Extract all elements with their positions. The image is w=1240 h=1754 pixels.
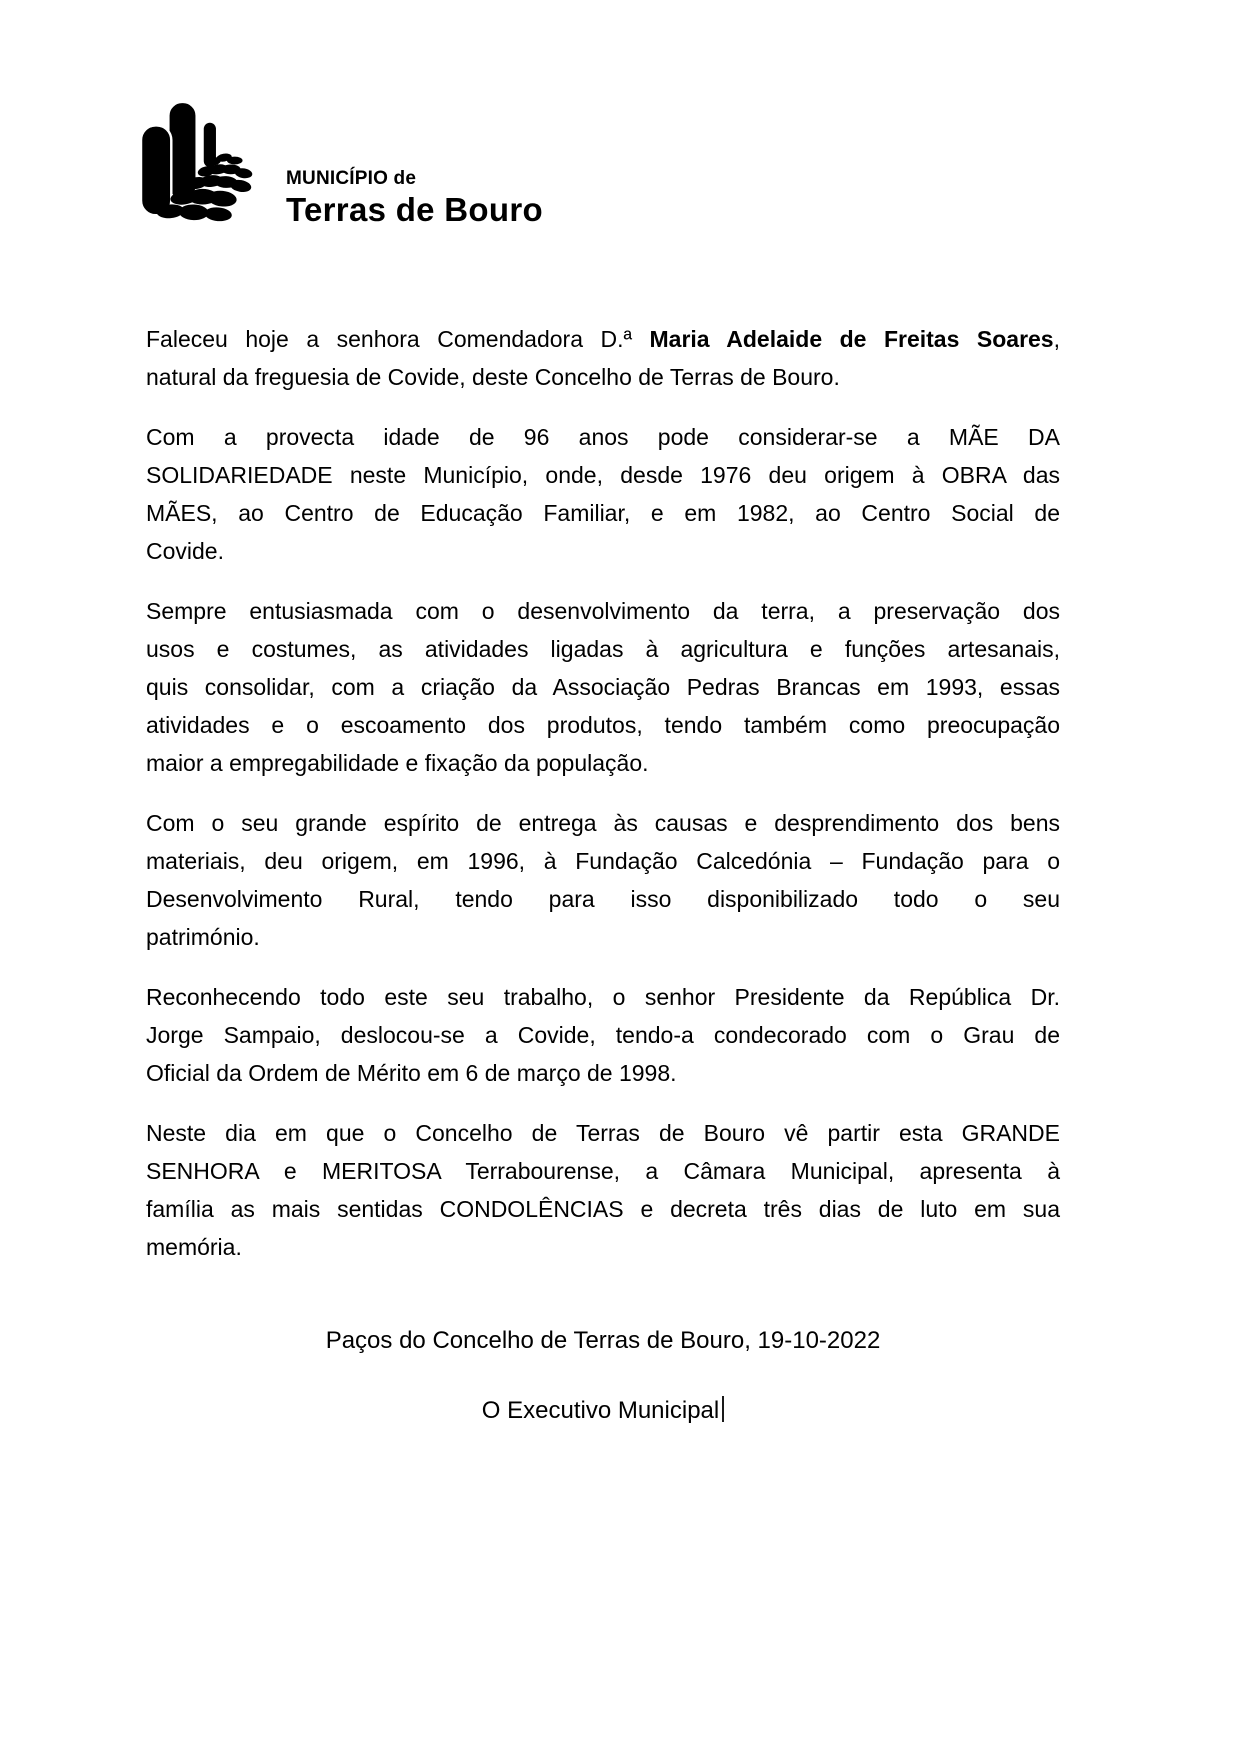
- body-paragraph: [146, 320, 1060, 396]
- text-line: SENHORA e MERITOSA Terrabourense, a Câmara Municipal, apresenta à: [146, 1158, 1060, 1184]
- text-line: Sempre entusiasmada com o desenvolvimento da terra, a preservação dos: [146, 598, 1060, 624]
- logo-org-name: Terras de Bouro: [286, 190, 543, 228]
- text-line: atividades e o escoamento dos produtos, tendo também como preocupação: [146, 712, 1060, 738]
- text-line: usos e costumes, as atividades ligadas à agricultura e funções artesanais,: [146, 636, 1060, 662]
- text-line: Com a provecta idade de 96 anos pode considerar-se a MÃE DA: [146, 424, 1060, 450]
- text-line: Neste dia em que o Concelho de Terras de Bouro vê partir esta GRANDE: [146, 1120, 1060, 1146]
- document-body: [146, 320, 1060, 1288]
- signature-text: O Executivo Municipal: [481, 1397, 720, 1424]
- stone-pillars-path-icon: [138, 100, 270, 230]
- body-paragraph: [146, 418, 1060, 570]
- text-line: SOLIDARIEDADE neste Município, onde, desde 1976 deu origem à OBRA das: [146, 462, 1060, 488]
- logo-text: [286, 169, 543, 230]
- bold-text: Maria Adelaide de Freitas Soares: [649, 326, 1054, 352]
- text-line: Covide.: [146, 538, 224, 564]
- text-line: MÃES, ao Centro de Educação Familiar, e em 1982, ao Centro Social de: [146, 500, 1060, 526]
- body-paragraph: [146, 978, 1060, 1092]
- dateline: Paços do Concelho de Terras de Bouro, 19-10-2022: [325, 1327, 881, 1354]
- text-line: Oficial da Ordem de Mérito em 6 de março de 1998.: [146, 1060, 677, 1086]
- text-cursor: [722, 1396, 724, 1422]
- text-line: Com o seu grande espírito de entrega às causas e desprendimento dos bens: [146, 810, 1060, 836]
- body-paragraph: [146, 592, 1060, 782]
- logo-org-small: MUNICÍPIO de: [286, 167, 417, 189]
- municipality-logo: [138, 100, 543, 230]
- text-line: Reconhecendo todo este seu trabalho, o senhor Presidente da República Dr.: [146, 984, 1060, 1010]
- text-line: património.: [146, 924, 260, 950]
- text-line: maior a empregabilidade e fixação da população.: [146, 750, 649, 776]
- document-footer: [146, 1322, 1060, 1430]
- text-line: família as mais sentidas CONDOLÊNCIAS e decreta três dias de luto em sua: [146, 1196, 1060, 1222]
- text-line: Desenvolvimento Rural, tendo para isso disponibilizado todo o seu: [146, 886, 1060, 912]
- text-line: Faleceu hoje a senhora Comendadora D.ª Maria Adelaide de Freitas Soares,: [146, 326, 1060, 352]
- body-paragraph: [146, 1114, 1060, 1266]
- text-line: materiais, deu origem, em 1996, à Fundação Calcedónia – Fundação para o: [146, 848, 1060, 874]
- text-line: Jorge Sampaio, deslocou-se a Covide, tendo-a condecorado com o Grau de: [146, 1022, 1060, 1048]
- signature-line: [146, 1392, 1060, 1430]
- body-paragraph: [146, 804, 1060, 956]
- text-line: quis consolidar, com a criação da Associação Pedras Brancas em 1993, essas: [146, 674, 1060, 700]
- text-line: natural da freguesia de Covide, deste Concelho de Terras de Bouro.: [146, 364, 840, 390]
- text-line: memória.: [146, 1234, 242, 1260]
